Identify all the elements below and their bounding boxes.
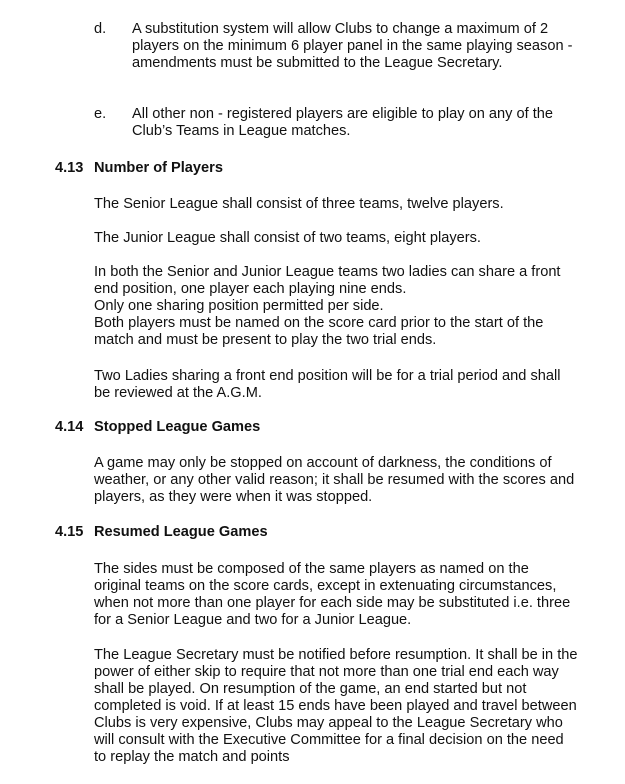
paragraph-junior-league: The Junior League shall consist of two teams, eight players. [94, 230, 481, 246]
section-heading-4-14 [55, 419, 260, 436]
list-item-text: All other non - registered players are eligible to play on any of the Club’s Teams in League matches. [132, 106, 554, 139]
section-title: Stopped League Games [94, 419, 261, 435]
section-title: Resumed League Games [94, 524, 268, 540]
section-heading-4-13 [55, 160, 223, 177]
section-number: 4.15 [55, 524, 84, 540]
paragraph-same-players: The sides must be composed of the same players as named on the original teams on the score cards, except in extenuating circumstances, when not more than one player for each side may be substituted i.e. three for a Senior League and two for a Junior League. [94, 561, 571, 628]
section-heading-4-15 [55, 524, 268, 541]
paragraph-line: Only one sharing position permitted per side. [94, 298, 384, 314]
list-item-label: d. [94, 21, 107, 37]
list-item-label: e. [94, 106, 107, 122]
paragraph-line: Both players must be named on the score card prior to the start of the match and must be present to play the two trial ends. [94, 315, 544, 348]
paragraph-senior-league: The Senior League shall consist of three teams, twelve players. [94, 196, 504, 212]
paragraph-trial-period: Two Ladies sharing a front end position will be for a trial period and shall be reviewed at the A.G.M. [94, 368, 561, 401]
paragraph-stopped-games: A game may only be stopped on account of darkness, the conditions of weather, or any other valid reason; it shall be resumed with the scores and players, as they were when it was stopped. [94, 455, 575, 505]
list-item-text: A substitution system will allow Clubs to change a maximum of 2 players on the minimum 6 player panel in the same playing season - amendments must be submitted to the League Secretary. [132, 21, 573, 71]
paragraph-line: In both the Senior and Junior League teams two ladies can share a front end position, one player each playing nine ends. [94, 264, 561, 297]
section-number: 4.14 [55, 419, 84, 435]
paragraph-ladies-sharing [94, 264, 579, 349]
paragraph-secretary-notified: The League Secretary must be notified before resumption. It shall be in the power of either skip to require that not more than one trial end each way shall be played. On resumption of the game, an end started but not completed is void. If at least 15 ends have been played and travel between Clubs is very expensive, Clubs may appeal to the League Secretary who will consult with the Executive Committee for a final decision on the need to replay the match and points [94, 647, 578, 765]
section-title: Number of Players [94, 160, 223, 176]
section-number: 4.13 [55, 160, 84, 176]
